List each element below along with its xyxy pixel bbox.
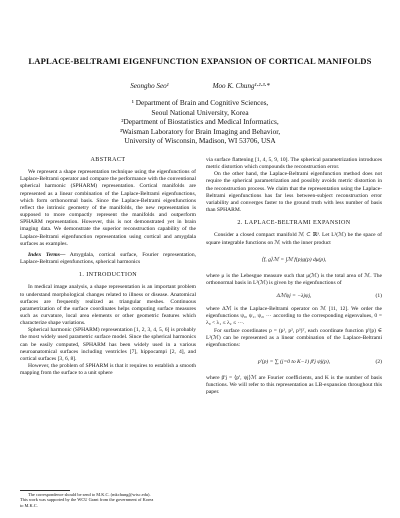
abstract-text: We represent a shape representation technique using the eigenfunctions of Laplace-Beltrami operator and compare the performance with the conventional spherical harmonic (SPHARM) representation. Cortical manifolds are represented as a linear combination of the Laplace-Beltrami eigenfunctions, which form orthonormal basis. Since the Laplace-Beltrami eigenfunctions reflect the intrinsic geometry of the manifolds, the new representation is supposed to more compactly represent the manifolds and outperform SPHARM representation. However, this is not demonstrated yet in brain imaging data. We demonstrate the superior reconstruction capability of the Laplace-Beltrami eigenfunction representation using cortical and amygdala surfaces as examples. [20, 169, 196, 247]
author-line [20, 82, 380, 90]
section2-heading: 2. LAPLACE-BELTRAMI EXPANSION [237, 220, 351, 227]
author-2: Moo K. Chung¹·²·³·* [212, 82, 270, 90]
footnote-rule [20, 490, 70, 491]
section2-paragraph-3: where Δℳ is the Laplace-Beltrami operator on ℳ [11, 12]. We order the eigenfunctions ψ₀, ψ₁, ψ₂, ··· according to the corresponding eigenvalues, 0 = λ₀ < λ₁ ≤ λ₂ ≤ ···. [206, 306, 382, 327]
equation-2-number: (2) [375, 358, 382, 365]
author-1: Seongho Seo¹ [130, 82, 169, 90]
affiliation-line: ¹ Department of Brain and Cognitive Sciences, [131, 98, 269, 107]
section2-paragraph-5: where βⁱj = ⟨pⁱ, ψj⟩ℳ are Fourier coefficients, and K is the number of basis functions. We will refer to this representation as LB-expansion throughout this paper. [206, 374, 382, 396]
footnote [20, 492, 196, 508]
section2-paragraph-2: where μ is the Lebesgue measure such that μ(ℳ) is the total area of ℳ. The orthonormal basis in L²(ℳ) is given by the eigenfunctions of [206, 272, 382, 286]
equation-1-number: (1) [375, 293, 382, 300]
equation-inner-product-text: ⟨f, g⟩ℳ = ∫ℳ f(p)g(p) dμ(p), [261, 256, 327, 263]
right-intro-paragraph-1: via surface flattening [1, 4, 5, 9, 10]. The spherical parametrization introduces metric distortion which compounds the reconstruction error. [206, 157, 382, 171]
equation-2 [206, 352, 382, 372]
footnote-line: to M.K.C. [20, 502, 38, 508]
index-terms [20, 252, 196, 266]
equation-1 [206, 290, 382, 303]
affiliation-line: University of Wisconsin, Madison, WI 53706, USA [124, 136, 276, 146]
footnote-line: The correspondence should be send to M.K.C. (mkchung@wisc.edu). [28, 492, 151, 497]
intro-paragraph-2: Spherical harmonic (SPHARM) representation [1, 2, 3, 4, 5, 6] is probably the most widely used parametric surface model. Since the spherical harmonics can be easily computed, SPHARM has been widely used in a various neuroanatomical surfaces including ventricles [7], hippocampi [2, 4], and cortical surfaces [3, 6, 8]. [20, 327, 196, 362]
right-intro-paragraph-2: On the other hand, the Laplace-Beltrami eigenfunction method does not require the spherical parametrization and possibly avoids metric distortion in the reconstruction process. We claim that the representation using the Laplace-Beltrami eigenfunctions has far less between-subject reconstruction error variability and converges faster to the ground truth with less number of basis than SPHARM. [206, 171, 382, 214]
equation-inner-product [206, 250, 382, 270]
equation-2-text: pⁱ(p) = ∑ (j=0 to K−1) βⁱj ψj(p), [257, 358, 331, 365]
affiliation-line: ³Waisman Laboratory for Brain Imaging and Behavior, [119, 126, 281, 136]
section2-paragraph-4: For surface coordinates p = (p¹, p², p³)ᵀ, each coordinate function pⁱ(p) ∈ L²(ℳ) can be represented as a linear combination of the Laplace-Beltrami eigenfunctions: [206, 327, 382, 348]
intro-paragraph-1: In medical image analysis, a shape representation is an important problem to understand morphological changes related to illness or disease. Anatomical surfaces are frequently realized as triangular meshes. Continuous parametrization of the surface coordinates helps computing surface measures such as curvature, local area elements or other geometric features which characterize shape variations. [20, 284, 196, 327]
footnote-line: This work was supported by the WCU Grant from the government of Korea [20, 497, 154, 503]
paper-title: LAPLACE-BELTRAMI EIGENFUNCTION EXPANSION OF CORTICAL MANIFOLDS [28, 56, 372, 66]
intro-heading: 1. INTRODUCTION [78, 272, 138, 279]
affiliation-line: ²Department of Biostatistics and Medical Informatics, [121, 117, 279, 127]
affiliations [20, 98, 380, 146]
affiliation-line: Seoul National University, Korea [151, 107, 249, 117]
section2-paragraph-1: Consider a closed compact manifold ℳ ⊂ ℝ³. Let L²(ℳ) be the space of square integrable functions on ℳ with the inner product [206, 232, 382, 246]
index-terms-label: Index Terms— [28, 251, 66, 258]
right-column [206, 157, 382, 396]
left-column [20, 157, 196, 377]
equation-1-text: Δℳψj = −λjψj, [276, 293, 312, 300]
abstract-heading: ABSTRACT [90, 157, 126, 163]
index-terms-text: Amygdala, cortical surface, Fourier representation, Laplace-Beltrami eigenfunctions, spherical harmonics [20, 251, 196, 266]
intro-paragraph-3: However, the problem of SPHARM is that it requires to establish a smooth mapping from the surface to a unit sphere [20, 363, 196, 377]
